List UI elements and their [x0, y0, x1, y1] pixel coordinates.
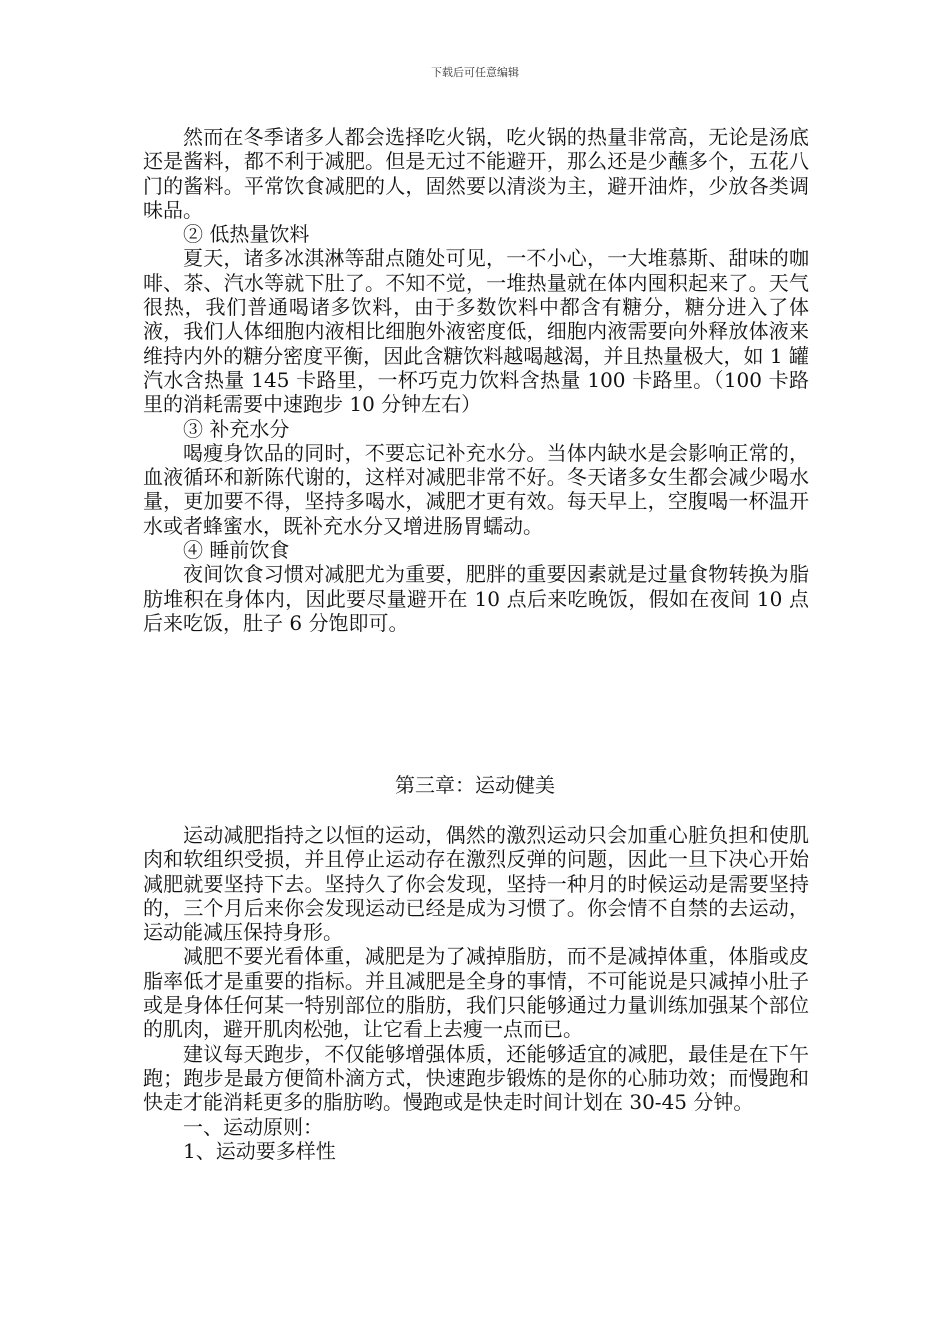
chapter-title: 第三章：运动健美	[395, 773, 555, 797]
paragraph-summer-drinks: 夏天，诸多冰淇淋等甜点随处可见，一不小心，一大堆慕斯、甜味的咖啡、茶、汽水等就下肚了。不知不觉，一堆热量就在体内囤积起来了。天气很热，我们普通喝诸多饮料，由于多数饮料中都含有糖分，糖分进入了体液，我们人体细胞内液相比细胞外液密度低，细胞内液需要向外释放体液来维持内外的糖分密度平衡，因此含糖饮料越喝越渴，并且热量极大，如 1 罐汽水含热量 145 卡路里，一杯巧克力饮料含热量 100 卡路里。（100 卡路里的消耗需要中速跑步 10 分钟左右）	[143, 246, 809, 417]
paragraph-running: 建议每天跑步，不仅能够增强体质，还能够适宜的减肥，最佳是在下午跑；跑步是最方便简朴滴方式，快速跑步锻炼的是你的心肺功效；而慢跑和快走才能消耗更多的脂肪哟。慢跑或是快走时间计划在 30-45 分钟。	[143, 1041, 809, 1115]
subheading-low-calorie-drinks: ② 低热量饮料	[183, 222, 310, 247]
section-diet-tips	[143, 125, 809, 635]
subheading-bedtime-eating: ④ 睡前饮食	[183, 538, 290, 563]
heading-exercise-principles: 一、运动原则：	[183, 1114, 323, 1139]
paragraph-hotpot: 然而在冬季诸多人都会选择吃火锅，吃火锅的热量非常高，无论是汤底还是酱料，都不利于减肥。但是无过不能避开，那么还是少蘸多个，五花八门的酱料。平常饮食减肥的人，固然要以清淡为主，避开油炸，少放各类调味品。	[143, 125, 809, 222]
paragraph-bedtime-eating: 夜间饮食习惯对减肥尤为重要，肥胖的重要因素就是过量食物转换为脂肪堆积在身体内，因此要尽量避开在 10 点后来吃晚饭，假如在夜间 10 点后来吃饭，肚子 6 分饱即可。	[143, 562, 809, 635]
paragraph-hydration: 喝瘦身饮品的同时，不要忘记补充水分。当体内缺水是会影响正常的，血液循环和新陈代谢的，这样对减肥非常不好。冬天诸多女生都会减少喝水量，更加要不得，坚持多喝水，减肥才更有效。每天早上，空腹喝一杯温开水或者蜂蜜水，既补充水分又增进肠胃蠕动。	[143, 440, 809, 538]
paragraph-exercise-persistence: 运动减肥指持之以恒的运动，偶然的激烈运动只会加重心脏负担和使肌肉和软组织受损，并且停止运动存在激烈反弹的问题，因此一旦下决心开始减肥就要坚持下去。坚持久了你会发现，坚持一种月的时候运动是需要坚持的，三个月后来你会发现运动已经是成为习惯了。你会情不自禁的去运动，运动能减压保持身形。	[143, 823, 809, 945]
section-exercise	[143, 823, 809, 1163]
paragraph-body-fat: 减肥不要光看体重，减肥是为了减掉脂肪，而不是减掉体重，体脂或皮脂率低才是重要的指标。并且减肥是全身的事情，不可能说是只减掉小肚子或是身体任何某一特别部位的脂肪，我们只能够通过力量训练加强某个部位的肌肉，避开肌肉松弛，让它看上去瘦一点而已。	[143, 944, 809, 1042]
list-item-variety: 1、运动要多样性	[183, 1138, 336, 1163]
page-header-note: 下载后可任意编辑	[431, 66, 519, 79]
subheading-hydration: ③ 补充水分	[183, 416, 290, 441]
